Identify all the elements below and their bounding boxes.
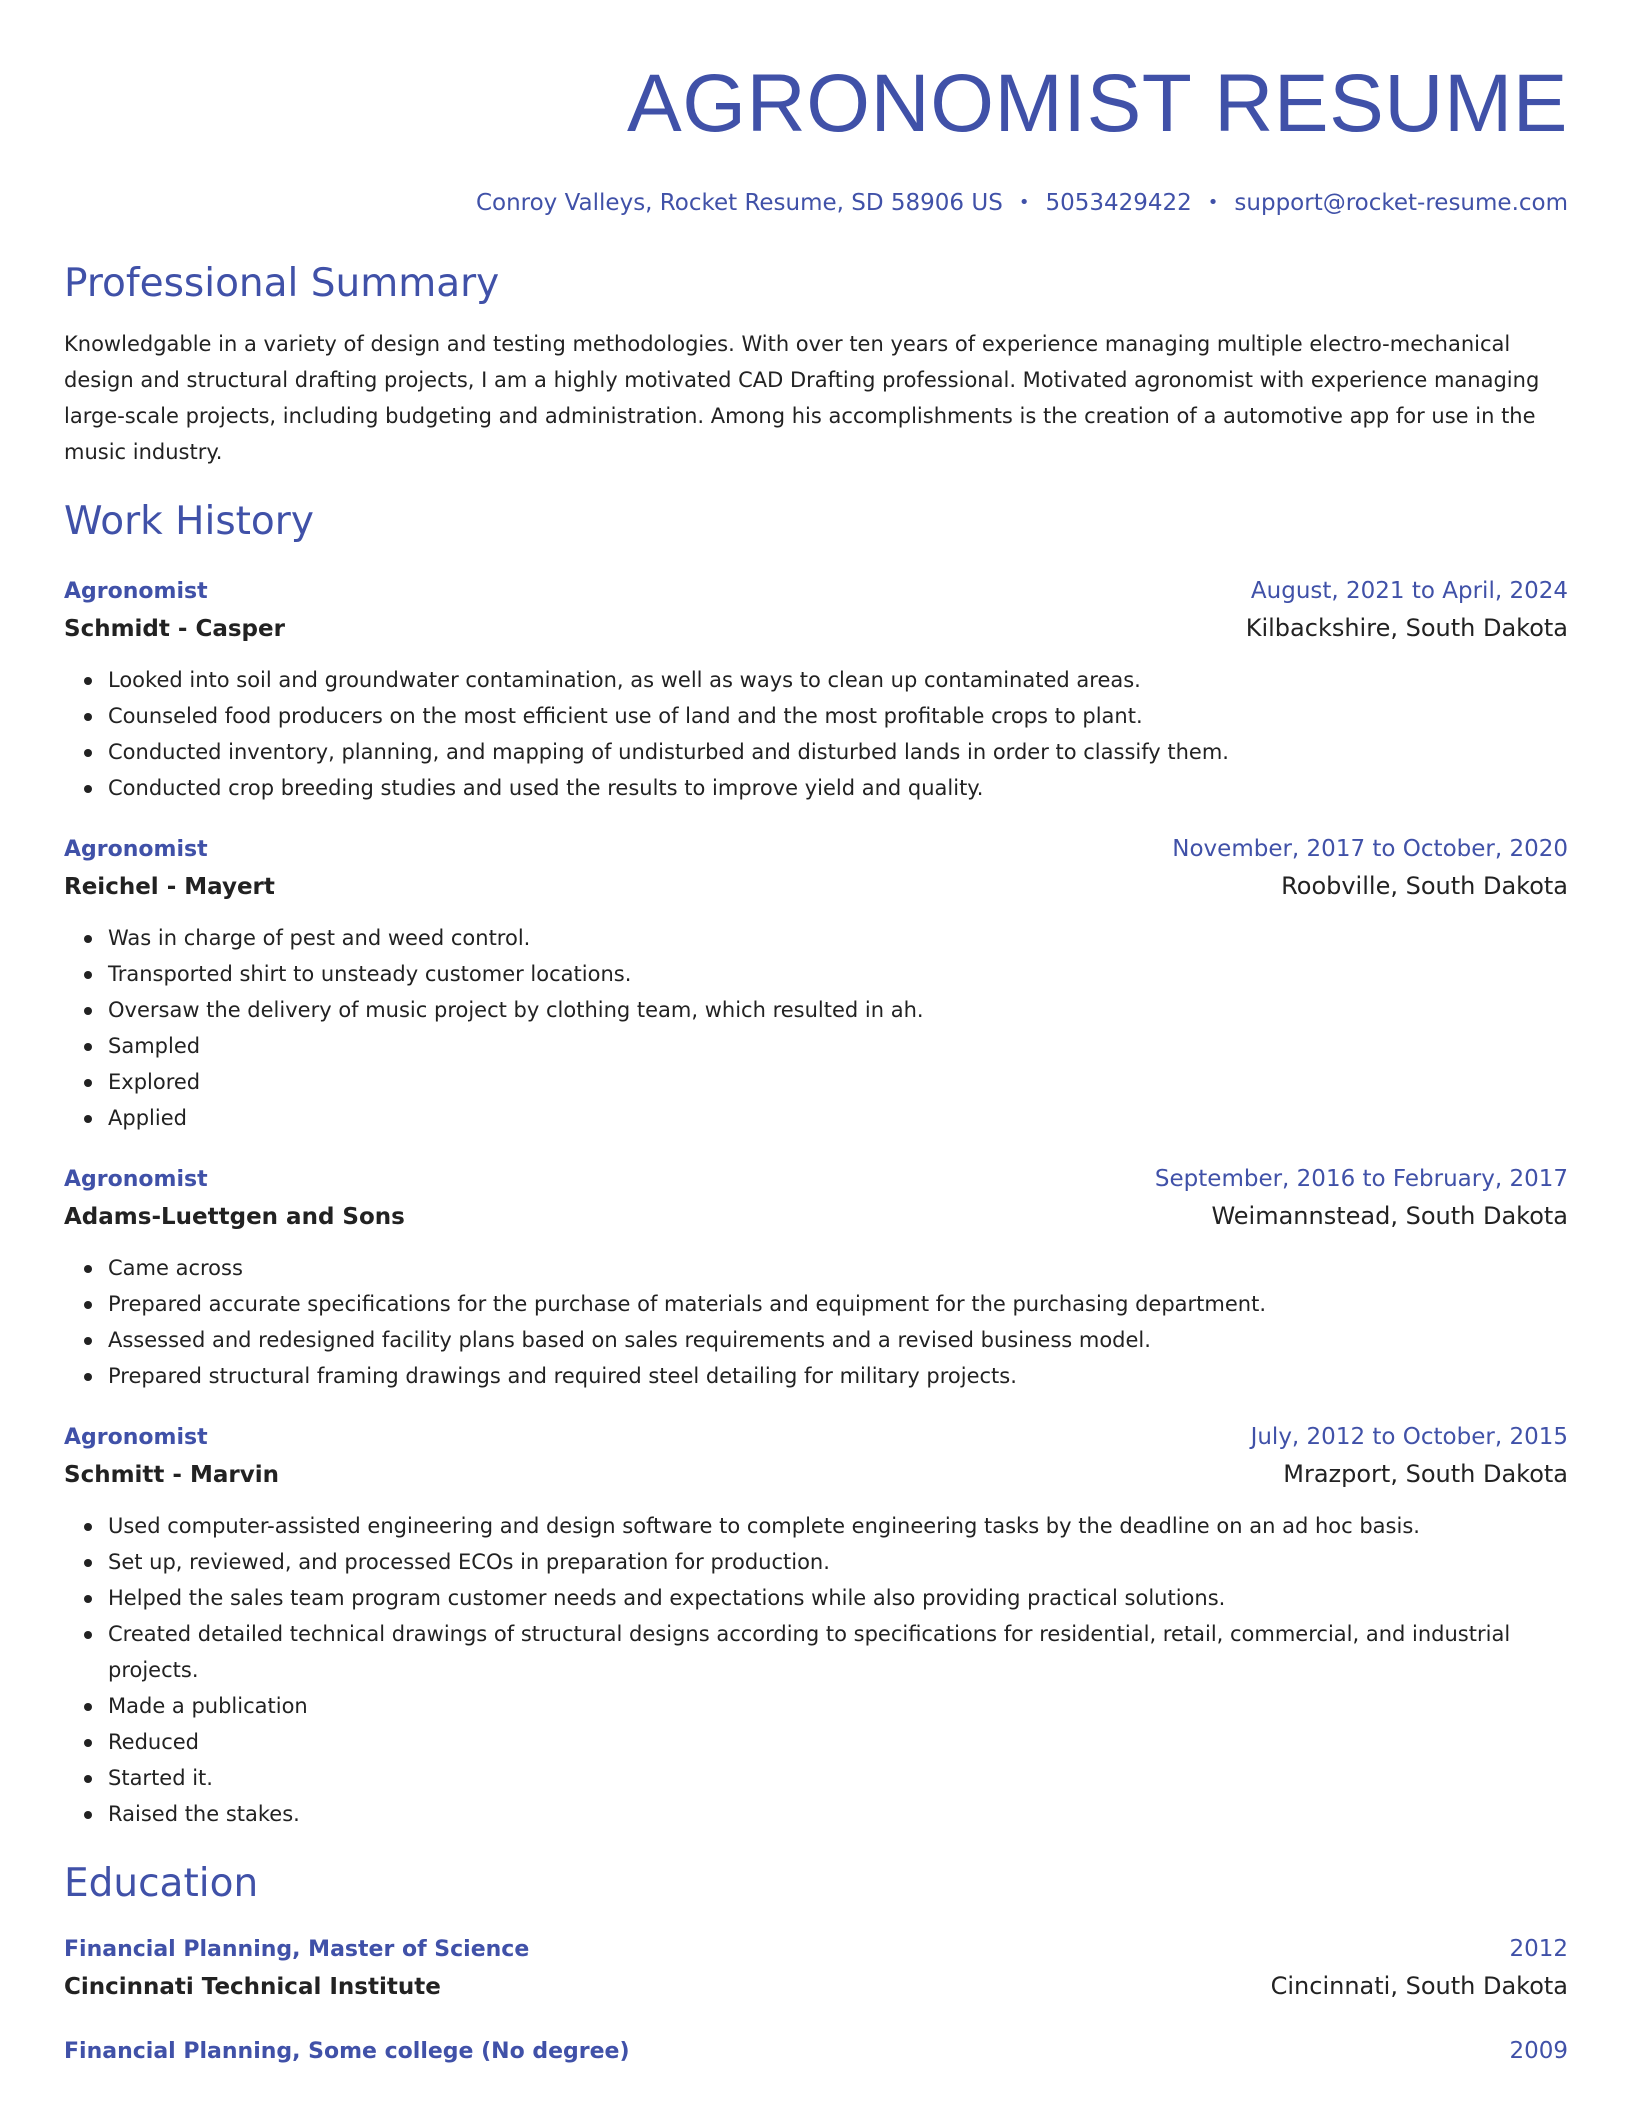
- job-location: Mrazport, South Dakota: [1283, 1460, 1568, 1488]
- work-history-heading: Work History: [64, 499, 314, 544]
- education-school: Cincinnati Technical Institute: [64, 1974, 441, 2000]
- job-bullets: [64, 1250, 1568, 1394]
- education-heading: Education: [64, 1861, 259, 1906]
- education-entry: [64, 1932, 1568, 2006]
- job-bullet: Prepared accurate specifications for the purchase of materials and equipment for the purchasing department.: [108, 1286, 1568, 1322]
- job-dates: August, 2021 to April, 2024: [1250, 578, 1568, 604]
- job-location: Roobville, South Dakota: [1281, 872, 1568, 900]
- education-degree: Financial Planning, Some college (No degree): [64, 2039, 630, 2064]
- job-dates: September, 2016 to February, 2017: [1154, 1166, 1568, 1192]
- summary-text: Knowledgable in a variety of design and testing methodologies. With over ten years of experience managing multiple electro-mechanical design and structural drafting projects, I am a highly motivated CAD Drafting professional. Motivated agronomist with experience managing large-scale projects, including budgeting and administration. Among his accomplishments is the creation of a automotive app for use in the music industry.: [64, 332, 1540, 464]
- job-bullet: Prepared structural framing drawings and required steel detailing for military projects.: [108, 1358, 1568, 1394]
- job-bullet: Made a publication: [108, 1688, 1568, 1724]
- job-role: Agronomist: [64, 1425, 208, 1450]
- job-entry: [64, 1420, 1568, 1832]
- contact-separator: •: [1207, 192, 1219, 213]
- job-bullet: Oversaw the delivery of music project by clothing team, which resulted in ah.: [108, 992, 1568, 1028]
- education-year: 2009: [1509, 2038, 1568, 2064]
- job-bullet: Applied: [108, 1100, 1568, 1136]
- job-bullet: Counseled food producers on the most efficient use of land and the most profitable crops to plant.: [108, 698, 1568, 734]
- job-bullet: Reduced: [108, 1724, 1568, 1760]
- job-bullet: Started it.: [108, 1760, 1568, 1796]
- resume-title: AGRONOMIST RESUME: [627, 58, 1568, 149]
- summary-heading: Professional Summary: [64, 261, 500, 306]
- education-year: 2012: [1509, 1936, 1568, 1962]
- contact-separator: •: [1018, 192, 1030, 213]
- job-bullet: Raised the stakes.: [108, 1796, 1568, 1832]
- job-employer: Schmidt - Casper: [64, 616, 285, 642]
- job-bullet: Used computer-assisted engineering and design software to complete engineering tasks by the deadline on an ad hoc basis.: [108, 1508, 1568, 1544]
- job-bullet: Set up, reviewed, and processed ECOs in preparation for production.: [108, 1544, 1568, 1580]
- job-bullets: [64, 1508, 1568, 1832]
- job-bullets: [64, 662, 1568, 806]
- job-bullet: Looked into soil and groundwater contamination, as well as ways to clean up contaminated areas.: [108, 662, 1568, 698]
- job-bullet: Assessed and redesigned facility plans based on sales requirements and a revised business model.: [108, 1322, 1568, 1358]
- contact-email: support@rocket-resume.com: [1234, 190, 1568, 216]
- job-dates: November, 2017 to October, 2020: [1172, 836, 1568, 862]
- job-entry: [64, 832, 1568, 1136]
- job-bullet: Helped the sales team program customer needs and expectations while also providing practical solutions.: [108, 1580, 1568, 1616]
- job-entry: [64, 1162, 1568, 1394]
- job-bullet: Was in charge of pest and weed control.: [108, 920, 1568, 956]
- job-bullet: Explored: [108, 1064, 1568, 1100]
- job-location: Weimannstead, South Dakota: [1211, 1202, 1568, 1230]
- job-role: Agronomist: [64, 1167, 208, 1192]
- contact-phone: 5053429422: [1045, 190, 1192, 216]
- job-employer: Adams-Luettgen and Sons: [64, 1204, 405, 1230]
- education-entry: [64, 2034, 1568, 2069]
- job-bullet: Conducted inventory, planning, and mapping of undisturbed and disturbed lands in order to classify them.: [108, 734, 1568, 770]
- job-bullet: Came across: [108, 1250, 1568, 1286]
- job-role: Agronomist: [64, 579, 208, 604]
- job-bullets: [64, 920, 1568, 1136]
- job-role: Agronomist: [64, 837, 208, 862]
- job-bullet: Created detailed technical drawings of structural designs according to specifications for residential, retail, commercial, and industrial projects.: [108, 1616, 1568, 1688]
- job-bullet: Conducted crop breeding studies and used the results to improve yield and quality.: [108, 770, 1568, 806]
- education-location: Cincinnati, South Dakota: [1270, 1972, 1568, 2000]
- education-degree: Financial Planning, Master of Science: [64, 1937, 530, 1962]
- job-dates: July, 2012 to October, 2015: [1250, 1424, 1568, 1450]
- job-location: Kilbackshire, South Dakota: [1245, 614, 1568, 642]
- job-bullet: Sampled: [108, 1028, 1568, 1064]
- contact-address: Conroy Valleys, Rocket Resume, SD 58906 US: [475, 190, 1003, 216]
- job-employer: Reichel - Mayert: [64, 874, 275, 900]
- job-employer: Schmitt - Marvin: [64, 1462, 279, 1488]
- job-entry: [64, 574, 1568, 806]
- resume-page: [64, 0, 1568, 2069]
- contact-line: [64, 188, 1568, 218]
- job-bullet: Transported shirt to unsteady customer locations.: [108, 956, 1568, 992]
